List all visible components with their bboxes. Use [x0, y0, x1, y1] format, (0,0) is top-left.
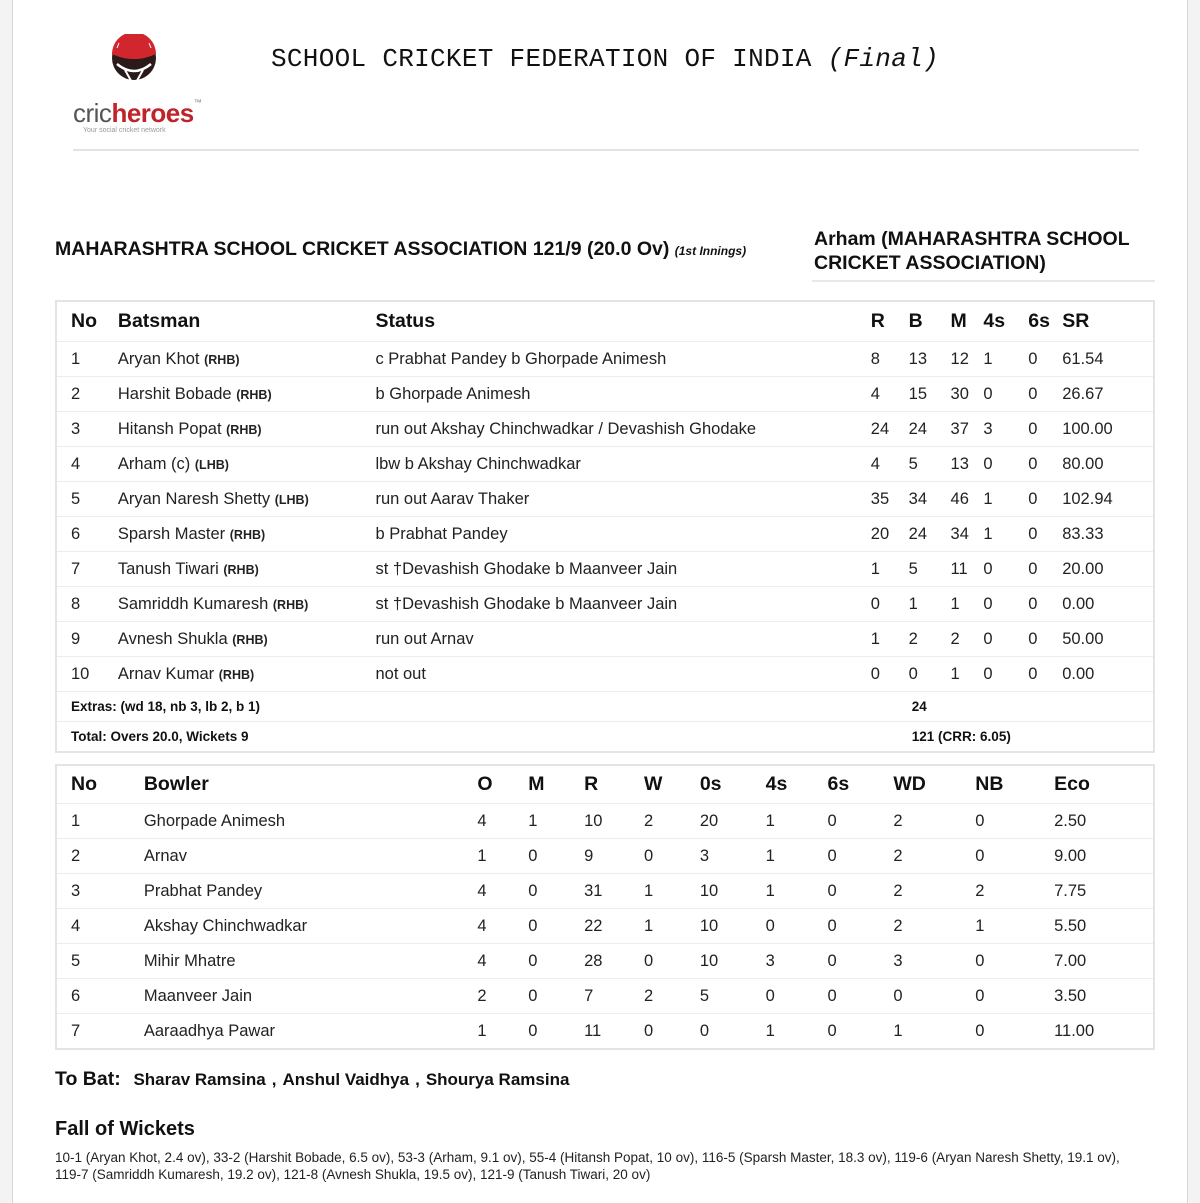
runs-conceded: 9 [584, 839, 644, 874]
wickets: 0 [644, 839, 700, 874]
dot-balls: 10 [700, 944, 766, 979]
batsman-name: Aryan Naresh Shetty [117, 489, 271, 508]
sixes-conceded: 0 [828, 804, 894, 839]
fours: 0 [983, 587, 1028, 622]
fours: 0 [983, 657, 1028, 692]
batsman-name: Sparsh Master [117, 524, 226, 543]
runs: 1 [871, 622, 909, 657]
batsman-cell [118, 517, 376, 552]
logo-text-cric: cric [73, 98, 112, 128]
fours-conceded: 1 [766, 874, 828, 909]
bowling-rows [56, 804, 1154, 1050]
sixes-conceded: 0 [828, 944, 894, 979]
batsman-name: Arham (c) [117, 454, 191, 473]
batting-hand: (RHB) [226, 422, 262, 437]
wides: 0 [893, 979, 975, 1014]
fours: 3 [983, 412, 1028, 447]
balls: 34 [909, 482, 951, 517]
fours-conceded: 0 [766, 909, 828, 944]
batting-row [56, 412, 1154, 447]
runs-conceded: 31 [584, 874, 644, 909]
wickets: 1 [644, 874, 700, 909]
dismissal-status: run out Akshay Chinchwadkar / Devashish Ghodake [375, 412, 870, 447]
to-bat-player: Sharav Ramsina [133, 1070, 266, 1089]
fall-of-wickets-title: Fall of Wickets [55, 1118, 195, 1140]
col-no: No [56, 301, 118, 342]
runs-conceded: 10 [584, 804, 644, 839]
bowler-name: Aaraadhya Pawar [144, 1014, 477, 1050]
wickets: 0 [644, 944, 700, 979]
bowler-number: 1 [56, 804, 144, 839]
to-bat-player: Anshul Vaidhya [282, 1070, 410, 1089]
wickets: 2 [644, 804, 700, 839]
total-value: 121 (CRR: 6.05) [871, 722, 1154, 753]
dismissal-status: c Prabhat Pandey b Ghorpade Animesh [375, 342, 870, 377]
maidens: 0 [528, 979, 584, 1014]
strike-rate: 0.00 [1062, 587, 1154, 622]
sixes-conceded: 0 [828, 979, 894, 1014]
maidens: 1 [528, 804, 584, 839]
batsman-number: 3 [56, 412, 118, 447]
economy: 2.50 [1054, 804, 1154, 839]
batsman-cell [118, 622, 376, 657]
batting-row [56, 587, 1154, 622]
balls: 5 [909, 447, 951, 482]
bowler-name: Mihir Mhatre [144, 944, 477, 979]
bowler-name: Akshay Chinchwadkar [144, 909, 477, 944]
cricket-ball-icon [109, 34, 159, 90]
dismissal-status: st †Devashish Ghodake b Maanveer Jain [375, 587, 870, 622]
overs: 4 [477, 804, 528, 839]
col-status: Status [375, 301, 870, 342]
bowling-row [56, 804, 1154, 839]
strike-rate: 26.67 [1062, 377, 1154, 412]
fours-conceded: 3 [766, 944, 828, 979]
col-bowler: Bowler [144, 765, 477, 804]
col-minutes: M [951, 301, 984, 342]
strike-rate: 0.00 [1062, 657, 1154, 692]
batting-table [55, 300, 1155, 753]
batsman-number: 2 [56, 377, 118, 412]
maidens: 0 [528, 909, 584, 944]
minutes: 1 [951, 657, 984, 692]
dismissal-status: not out [375, 657, 870, 692]
bowler-number: 7 [56, 1014, 144, 1050]
batsman-cell [118, 447, 376, 482]
batting-hand: (LHB) [194, 457, 229, 472]
batsman-number: 9 [56, 622, 118, 657]
innings-heading [55, 238, 746, 261]
bowling-row [56, 839, 1154, 874]
fours-conceded: 0 [766, 979, 828, 1014]
batting-hand: (RHB) [229, 527, 266, 542]
strike-rate: 83.33 [1062, 517, 1154, 552]
bowler-name: Arnav [144, 839, 477, 874]
sixes: 0 [1028, 412, 1062, 447]
captain-divider [812, 280, 1155, 282]
bowler-name: Prabhat Pandey [144, 874, 477, 909]
to-bat-separator: , [415, 1070, 420, 1089]
dismissal-status: st †Devashish Ghodake b Maanveer Jain [375, 552, 870, 587]
no-balls: 2 [975, 874, 1054, 909]
total-row [56, 722, 1154, 753]
bowler-number: 5 [56, 944, 144, 979]
batsman-name: Arnav Kumar [117, 664, 215, 683]
dot-balls: 10 [700, 874, 766, 909]
batsman-name: Avnesh Shukla [117, 629, 228, 648]
economy: 5.50 [1054, 909, 1154, 944]
balls: 1 [909, 587, 951, 622]
bowling-row [56, 874, 1154, 909]
sixes: 0 [1028, 482, 1062, 517]
maidens: 0 [528, 874, 584, 909]
logo-tm: ™ [193, 98, 202, 107]
batting-row [56, 622, 1154, 657]
economy: 9.00 [1054, 839, 1154, 874]
batting-row [56, 517, 1154, 552]
no-balls: 0 [975, 979, 1054, 1014]
balls: 5 [909, 552, 951, 587]
to-bat-player: Shourya Ramsina [425, 1070, 570, 1089]
dismissal-status: run out Aarav Thaker [375, 482, 870, 517]
batsman-number: 1 [56, 342, 118, 377]
batsman-number: 6 [56, 517, 118, 552]
fours: 0 [983, 622, 1028, 657]
col-dots: 0s [700, 765, 766, 804]
fours: 1 [983, 482, 1028, 517]
batsman-cell [118, 377, 376, 412]
bowler-number: 2 [56, 839, 144, 874]
no-balls: 0 [975, 1014, 1054, 1050]
wickets: 0 [644, 1014, 700, 1050]
overs: 1 [477, 839, 528, 874]
col-batsman: Batsman [118, 301, 376, 342]
minutes: 12 [951, 342, 984, 377]
col-strike-rate: SR [1062, 301, 1154, 342]
economy: 11.00 [1054, 1014, 1154, 1050]
dot-balls: 5 [700, 979, 766, 1014]
fours: 1 [983, 342, 1028, 377]
sixes-conceded: 0 [828, 909, 894, 944]
runs-conceded: 7 [584, 979, 644, 1014]
runs: 4 [871, 447, 909, 482]
batsman-number: 8 [56, 587, 118, 622]
minutes: 1 [951, 587, 984, 622]
batsman-number: 4 [56, 447, 118, 482]
fours-conceded: 1 [766, 839, 828, 874]
bowler-number: 3 [56, 874, 144, 909]
batting-row [56, 377, 1154, 412]
fours: 0 [983, 377, 1028, 412]
maidens: 0 [528, 839, 584, 874]
balls: 15 [909, 377, 951, 412]
match-stage: (Final) [827, 44, 939, 74]
batting-hand: (RHB) [232, 632, 268, 647]
fours-conceded: 1 [766, 1014, 828, 1050]
dot-balls: 10 [700, 909, 766, 944]
sixes-conceded: 0 [828, 1014, 894, 1050]
minutes: 30 [951, 377, 984, 412]
logo-wordmark [73, 98, 201, 129]
batting-row [56, 552, 1154, 587]
bowler-number: 6 [56, 979, 144, 1014]
logo-text-heroes: heroes [111, 98, 194, 128]
sixes: 0 [1028, 587, 1062, 622]
overs: 4 [477, 909, 528, 944]
bowler-number: 4 [56, 909, 144, 944]
bowling-row [56, 944, 1154, 979]
extras-value: 24 [871, 692, 1154, 722]
innings-tag: (1st Innings) [674, 244, 747, 258]
to-bat-label: To Bat: [55, 1068, 121, 1090]
batsman-cell [118, 587, 376, 622]
no-balls: 0 [975, 839, 1054, 874]
minutes: 11 [951, 552, 984, 587]
runs: 0 [871, 657, 909, 692]
batting-hand: (RHB) [218, 667, 255, 682]
strike-rate: 100.00 [1062, 412, 1154, 447]
balls: 0 [909, 657, 951, 692]
no-balls: 1 [975, 909, 1054, 944]
batsman-number: 7 [56, 552, 118, 587]
economy: 7.75 [1054, 874, 1154, 909]
sixes: 0 [1028, 517, 1062, 552]
bowling-row [56, 1014, 1154, 1050]
batsman-name: Harshit Bobade [117, 384, 232, 403]
no-balls: 0 [975, 944, 1054, 979]
maidens: 0 [528, 1014, 584, 1050]
batting-row [56, 482, 1154, 517]
strike-rate: 102.94 [1062, 482, 1154, 517]
batsman-cell [118, 342, 376, 377]
col-runs: R [584, 765, 644, 804]
sixes: 0 [1028, 552, 1062, 587]
runs: 4 [871, 377, 909, 412]
sixes: 0 [1028, 622, 1062, 657]
wides: 3 [893, 944, 975, 979]
total-label: Total: Overs 20.0, Wickets 9 [56, 722, 871, 753]
runs-conceded: 22 [584, 909, 644, 944]
batsman-name: Samriddh Kumaresh [117, 594, 269, 613]
batsman-cell [118, 412, 376, 447]
minutes: 13 [951, 447, 984, 482]
tournament-title [271, 44, 939, 74]
batting-header-row [56, 301, 1154, 342]
dot-balls: 20 [700, 804, 766, 839]
runs: 20 [871, 517, 909, 552]
balls: 24 [909, 517, 951, 552]
col-economy: Eco [1054, 765, 1154, 804]
batting-hand: (RHB) [272, 597, 309, 612]
fours-conceded: 1 [766, 804, 828, 839]
dismissal-status: b Prabhat Pandey [375, 517, 870, 552]
col-fours: 4s [766, 765, 828, 804]
innings-score: MAHARASHTRA SCHOOL CRICKET ASSOCIATION 121/9 (20.0 Ov) [55, 238, 670, 260]
sixes: 0 [1028, 657, 1062, 692]
dismissal-status: b Ghorpade Animesh [375, 377, 870, 412]
wides: 2 [893, 909, 975, 944]
col-wickets: W [644, 765, 700, 804]
balls: 24 [909, 412, 951, 447]
col-wides: WD [893, 765, 975, 804]
fours: 0 [983, 447, 1028, 482]
overs: 4 [477, 874, 528, 909]
to-bat-separator: , [271, 1070, 277, 1089]
batsman-name: Tanush Tiwari [117, 559, 219, 578]
batting-hand: (RHB) [223, 562, 259, 577]
minutes: 2 [951, 622, 984, 657]
bowler-name: Ghorpade Animesh [144, 804, 477, 839]
fall-of-wickets-text: 10-1 (Aryan Khot, 2.4 ov), 33-2 (Harshit Bobade, 6.5 ov), 53-3 (Arham, 9.1 ov), 55-4 (Hitansh Popat, 10 ov), 116-5 (Sparsh Master, 18.3 ov), 119-6 (Aryan Naresh Shetty, 19.1 ov), 119-7 (Samriddh Kumaresh, 19.2 ov), 121-8 (Avnesh Shukla, 19.5 ov), 121-9 (Tanush Tiwari, 20 ov) [55, 1150, 1120, 1182]
col-sixes: 6s [1028, 301, 1062, 342]
batsman-number: 5 [56, 482, 118, 517]
balls: 2 [909, 622, 951, 657]
wickets: 1 [644, 909, 700, 944]
overs: 1 [477, 1014, 528, 1050]
col-no-balls: NB [975, 765, 1054, 804]
extras-label: Extras: (wd 18, nb 3, lb 2, b 1) [56, 692, 871, 722]
col-sixes: 6s [828, 765, 894, 804]
bowler-name: Maanveer Jain [144, 979, 477, 1014]
dismissal-status: lbw b Akshay Chinchwadkar [375, 447, 870, 482]
col-no: No [56, 765, 144, 804]
sixes: 0 [1028, 447, 1062, 482]
extras-row [56, 692, 1154, 722]
wickets: 2 [644, 979, 700, 1014]
runs: 35 [871, 482, 909, 517]
bowling-row [56, 979, 1154, 1014]
overs: 4 [477, 944, 528, 979]
sixes-conceded: 0 [828, 874, 894, 909]
bowling-header-row [56, 765, 1154, 804]
fours: 0 [983, 552, 1028, 587]
runs: 8 [871, 342, 909, 377]
col-balls: B [909, 301, 951, 342]
strike-rate: 61.54 [1062, 342, 1154, 377]
bowling-table [55, 764, 1155, 1050]
runs: 1 [871, 552, 909, 587]
batsman-number: 10 [56, 657, 118, 692]
col-overs: O [477, 765, 528, 804]
batting-row [56, 657, 1154, 692]
batsman-name: Hitansh Popat [117, 419, 222, 438]
sixes: 0 [1028, 342, 1062, 377]
batsman-name: Aryan Khot [117, 349, 200, 368]
to-bat-line [55, 1068, 569, 1091]
wides: 2 [893, 804, 975, 839]
cricheroes-logo [73, 34, 213, 134]
batting-hand: (RHB) [204, 352, 240, 367]
captain-heading: Arham (MAHARASHTRA SCHOOL CRICKET ASSOCIATION) [814, 228, 1130, 274]
dot-balls: 3 [700, 839, 766, 874]
dot-balls: 0 [700, 1014, 766, 1050]
batsman-cell [118, 552, 376, 587]
batting-hand: (LHB) [274, 492, 309, 507]
minutes: 37 [951, 412, 984, 447]
col-runs: R [871, 301, 909, 342]
sixes: 0 [1028, 377, 1062, 412]
no-balls: 0 [975, 804, 1054, 839]
bowling-row [56, 909, 1154, 944]
minutes: 34 [951, 517, 984, 552]
overs: 2 [477, 979, 528, 1014]
runs-conceded: 11 [584, 1014, 644, 1050]
balls: 13 [909, 342, 951, 377]
scorecard-page [12, 0, 1188, 1203]
col-maidens: M [528, 765, 584, 804]
batting-row [56, 342, 1154, 377]
col-fours: 4s [983, 301, 1028, 342]
batting-hand: (RHB) [236, 387, 272, 402]
wides: 2 [893, 874, 975, 909]
economy: 7.00 [1054, 944, 1154, 979]
runs: 24 [871, 412, 909, 447]
minutes: 46 [951, 482, 984, 517]
dismissal-status: run out Arnav [375, 622, 870, 657]
batsman-cell [118, 482, 376, 517]
wides: 2 [893, 839, 975, 874]
runs: 0 [871, 587, 909, 622]
sixes-conceded: 0 [828, 839, 894, 874]
runs-conceded: 28 [584, 944, 644, 979]
economy: 3.50 [1054, 979, 1154, 1014]
fours: 1 [983, 517, 1028, 552]
batsman-cell [118, 657, 376, 692]
strike-rate: 50.00 [1062, 622, 1154, 657]
wides: 1 [893, 1014, 975, 1050]
logo-tagline: Your social cricket network [83, 127, 166, 134]
strike-rate: 80.00 [1062, 447, 1154, 482]
maidens: 0 [528, 944, 584, 979]
strike-rate: 20.00 [1062, 552, 1154, 587]
tournament-name: SCHOOL CRICKET FEDERATION OF INDIA [271, 44, 812, 74]
batting-rows [56, 342, 1154, 692]
header-divider [73, 149, 1139, 151]
batting-row [56, 447, 1154, 482]
